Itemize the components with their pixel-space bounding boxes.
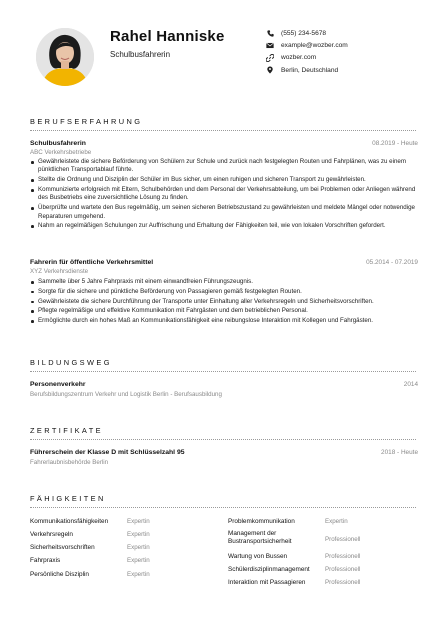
- contact-location-text: Berlin, Deutschland: [281, 66, 339, 74]
- list-item: Sorgte für die sichere und pünktliche Beförderung von Passagieren gemäß festgelegten Routen.: [30, 288, 416, 296]
- job-title: Schulbusfahrerin: [30, 140, 86, 147]
- contact-phone: [266, 27, 348, 39]
- contact-email: [266, 39, 348, 51]
- certificate-issuer: Fahrerlaubnisbehörde Berlin: [30, 459, 109, 466]
- phone-icon: [266, 29, 274, 37]
- contact-website: [266, 52, 348, 64]
- skill-level: Expertin: [127, 518, 150, 525]
- candidate-name: Rahel Hanniske: [110, 28, 225, 45]
- candidate-role: Schulbusfahrerin: [110, 50, 171, 59]
- email-icon: [266, 41, 274, 49]
- skill-name: Schülerdisziplinmanagement: [228, 566, 310, 573]
- list-item: Stellte die Ordnung und Disziplin der Schüler im Bus sicher, um einen ruhigen und sicheren Transport zu gewährleisten.: [30, 176, 416, 184]
- skill-level: Expertin: [325, 518, 348, 525]
- skill-level: Professionell: [325, 536, 361, 543]
- job-company: ABC Verkehrsbetriebe: [30, 149, 92, 156]
- education-institution: Berufsbildungszentrum Verkehr und Logistik Berlin - Berufsausbildung: [30, 391, 222, 398]
- skill-name: Fahrpraxis: [30, 557, 61, 564]
- job-date: 05.2014 - 07.2019: [366, 259, 418, 266]
- list-item: Pflegte regelmäßige und effektive Kommunikation mit Fahrgästen und dem betrieblichen Personal.: [30, 307, 416, 315]
- section-divider: [30, 130, 416, 131]
- contact-location: [266, 64, 348, 76]
- job-bullet-list: [30, 278, 416, 327]
- skill-name: Interaktion mit Passagieren: [228, 579, 306, 586]
- section-title-education: BILDUNGSWEG: [30, 358, 112, 367]
- skill-level: Professionell: [325, 566, 361, 573]
- contact-phone-text[interactable]: (555) 234-5678: [281, 29, 327, 37]
- section-divider: [30, 371, 416, 372]
- contact-list: [266, 27, 348, 76]
- certificate-title: Führerschein der Klasse D mit Schlüsselzahl 95: [30, 449, 185, 456]
- list-item: Gewährleistete die sichere Beförderung von Schülern zur Schule und zurück nach festgelegten Routen und Fahrplänen, was zu einem pünktlichen Transportablauf führte.: [30, 158, 416, 175]
- education-title: Personenverkehr: [30, 381, 86, 388]
- skill-name: Verkehrsregeln: [30, 531, 73, 538]
- job-bullet-list: [30, 158, 416, 232]
- contact-email-text[interactable]: example@wozber.com: [281, 41, 348, 49]
- skill-name: Sicherheitsvorschriften: [30, 544, 95, 551]
- job-date: 08.2019 - Heute: [372, 140, 418, 147]
- avatar: [36, 28, 94, 86]
- skill-level: Expertin: [127, 557, 150, 564]
- list-item: Sammelte über 5 Jahre Fahrpraxis mit einem einwandfreien Führungszeugnis.: [30, 278, 416, 286]
- education-date: 2014: [403, 381, 418, 388]
- section-title-experience: BERUFSERFAHRUNG: [30, 117, 143, 126]
- skill-level: Professionell: [325, 579, 361, 586]
- skill-name: Wartung von Bussen: [228, 553, 288, 560]
- location-icon: [266, 66, 274, 74]
- avatar-photo: [36, 28, 94, 86]
- skill-level: Expertin: [127, 571, 150, 578]
- job-company: XYZ Verkehrsdienste: [30, 268, 89, 275]
- job-title: Fahrerin für öffentliche Verkehrsmittel: [30, 259, 154, 266]
- skill-level: Professionell: [325, 553, 361, 560]
- skill-name: Management der Bustransportsicherheit: [228, 530, 292, 545]
- skill-level: Expertin: [127, 531, 150, 538]
- skill-name: Problemkommunikation: [228, 518, 295, 525]
- contact-website-text[interactable]: wozber.com: [281, 54, 317, 62]
- section-divider: [30, 439, 416, 440]
- link-icon: [266, 54, 274, 62]
- section-title-skills: FÄHIGKEITEN: [30, 494, 106, 503]
- list-item: Ermöglichte durch ein hohes Maß an Kommunikationsfähigkeit eine reibungslose Interaktion mit Kollegen und Fahrgästen.: [30, 317, 416, 325]
- list-item: Kommunizierte erfolgreich mit Eltern, Schulbehörden und dem Personal der Verkehrsabteilung, um bei Problemen oder Anliegen während des Busbetriebs eine zuversichtliche Lösung zu finden.: [30, 186, 416, 203]
- certificate-date: 2018 - Heute: [381, 449, 418, 456]
- section-title-certificates: ZERTIFIKATE: [30, 426, 103, 435]
- list-item: Überprüfte und wartete den Bus regelmäßig, um seinen sicheren Betriebszustand zu gewährleisten und meldete Mängel oder notwendige Reparaturen umgehend.: [30, 204, 416, 221]
- list-item: Gewährleistete die sichere Durchführung der Transporte unter Einhaltung aller Verkehrsregeln und Sicherheitsvorschriften.: [30, 298, 416, 306]
- skill-level: Expertin: [127, 544, 150, 551]
- list-item: Nahm an regelmäßigen Schulungen zur Auffrischung und Erhaltung der Fähigkeiten teil, wie von lokalen Vorschriften gefordert.: [30, 222, 416, 230]
- section-divider: [30, 507, 416, 508]
- skill-name: Kommunikationsfähigkeiten: [30, 518, 109, 525]
- skill-name: Persönliche Disziplin: [30, 571, 89, 578]
